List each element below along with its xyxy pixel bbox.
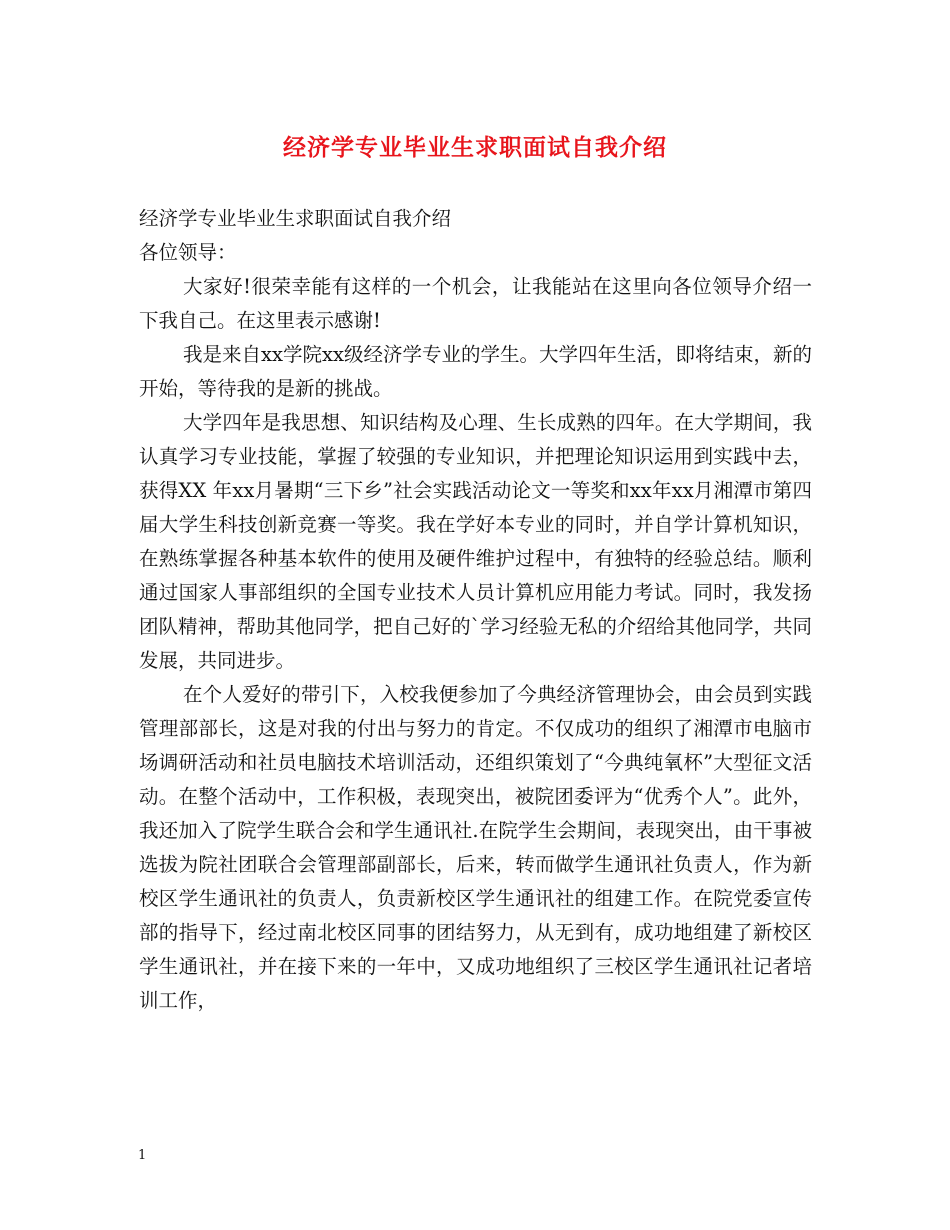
document-title: 经济学专业毕业生求职面试自我介绍 <box>283 134 667 161</box>
paragraph-study: 大学四年是我思想、知识结构及心理、生长成熟的四年。在大学期间，我认真学习专业技能，掌握了较强的专业知识，并把理论知识运用到实践中去，获得XX 年xx月暑期“三下乡”社会实践活动论文一等奖和xx年xx月湘潭市第四届大学生科技创新竞赛一等奖。我在学好本专业的同时，并自学计算机知识，在熟练掌握各种基本软件的使用及硬件维护过程中，有独特的经验总结。顺利通过国家人事部组织的全国专业技术人员计算机应用能力考试。同时，我发扬团队精神，帮助其他同学，把自己好的`学习经验无私的介绍给其他同学，共同发展，共同进步。 <box>139 411 812 672</box>
document-body <box>139 202 812 1018</box>
paragraph-activities: 在个人爱好的带引下，入校我便参加了今典经济管理协会，由会员到实践管理部部长，这是对我的付出与努力的肯定。不仅成功的组织了湘潭市电脑市场调研活动和社员电脑技术培训活动，还组织策划了“今典纯氧杯”大型征文活动。在整个活动中，工作积极，表现突出，被院团委评为“优秀个人”。此外，我还加入了院学生联合会和学生通讯社.在院学生会期间，表现突出，由干事被选拔为院社团联合会管理部副部长，后来，转而做学生通讯社负责人，作为新校区学生通讯社的负责人，负责新校区学生通讯社的组建工作。在院党委宣传部的指导下，经过南北校区同事的团结努力，从无到有，成功地组建了新校区学生通讯社，并在接下来的一年中，又成功地组织了三校区学生通讯社记者培训工作， <box>139 683 812 1012</box>
page-number: 1 <box>138 1148 147 1163</box>
salutation: 各位领导： <box>139 241 237 264</box>
paragraph-intro: 我是来自xx学院xx级经济学专业的学生。大学四年生活，即将结束，新的开始，等待我的是新的挑战。 <box>139 343 812 400</box>
paragraph-greeting: 大家好!很荣幸能有这样的一个机会，让我能站在这里向各位领导介绍一下我自己。在这里表示感谢! <box>139 275 812 332</box>
subtitle-line: 经济学专业毕业生求职面试自我介绍 <box>139 207 452 230</box>
